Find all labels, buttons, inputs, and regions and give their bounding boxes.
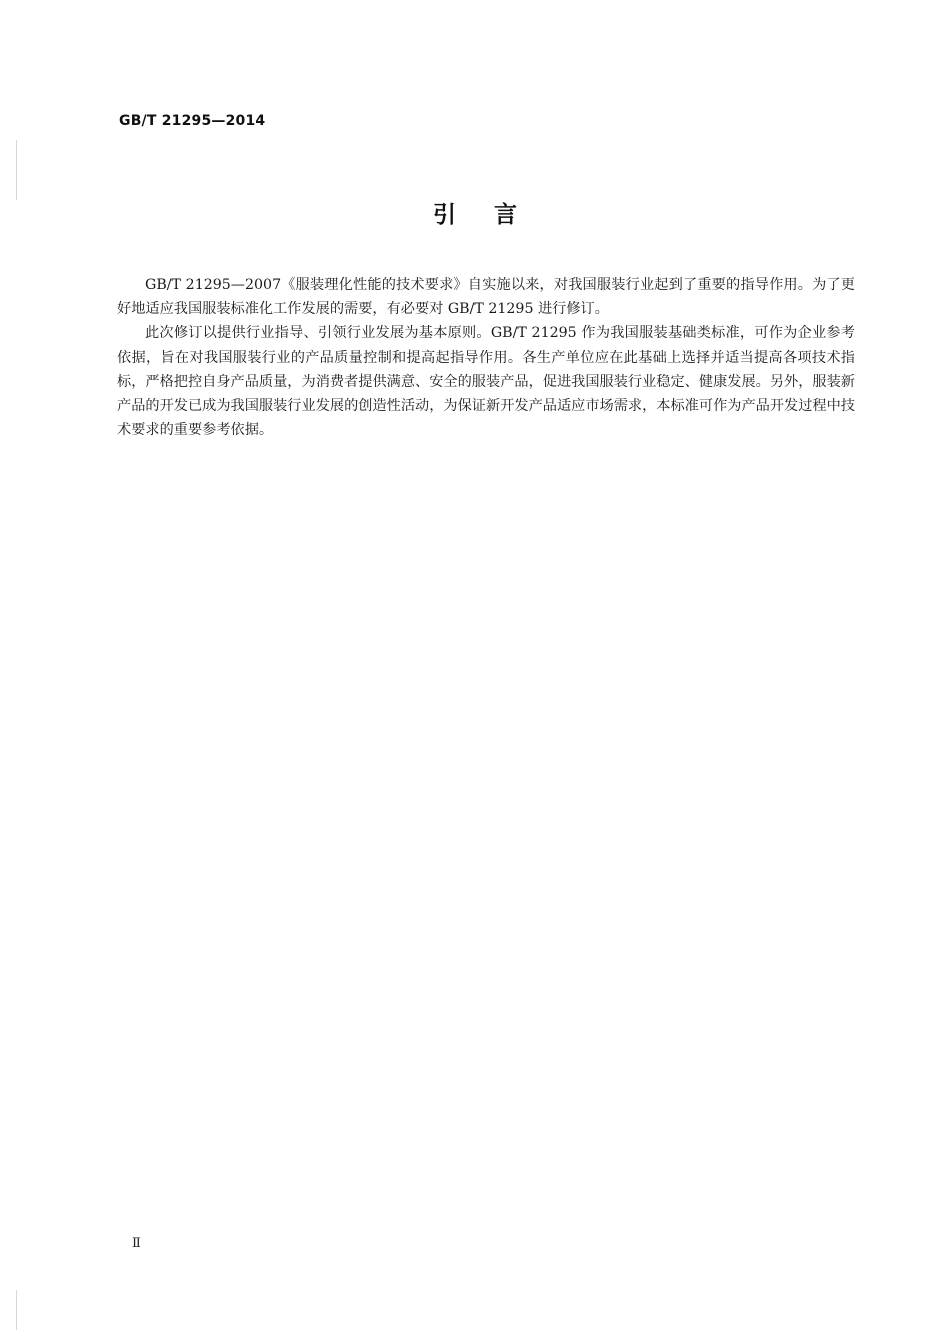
standard-number: GB/T 21295—2014 <box>119 113 266 129</box>
paragraph: 此次修订以提供行业指导、引领行业发展为基本原则。GB/T 21295 作为我国服装基础类标准，可作为企业参考依据，旨在对我国服装行业的产品质量控制和提高起指导作用。各生产单位应在此基础上选择并适当提高各项技术指标，严格把控自身产品质量，为消费者提供满意、安全的服装产品，促进我国服装行业稳定、健康发展。另外，服装新产品的开发已成为我国服装行业发展的创造性活动，为保证新开发产品适应市场需求，本标准可作为产品开发过程中技术要求的重要参考依据。 <box>117 325 855 439</box>
binding-edge-mark <box>16 140 17 200</box>
page-title: 引言 <box>433 202 555 228</box>
page-number: Ⅱ <box>132 1236 141 1251</box>
body-text <box>117 273 855 442</box>
paragraph: GB/T 21295—2007《服装理化性能的技术要求》自实施以来，对我国服装行业起到了重要的指导作用。为了更好地适应我国服装标准化工作发展的需要，有必要对 GB/T 21295 进行修订。 <box>117 277 855 318</box>
binding-edge-mark <box>16 1290 17 1330</box>
